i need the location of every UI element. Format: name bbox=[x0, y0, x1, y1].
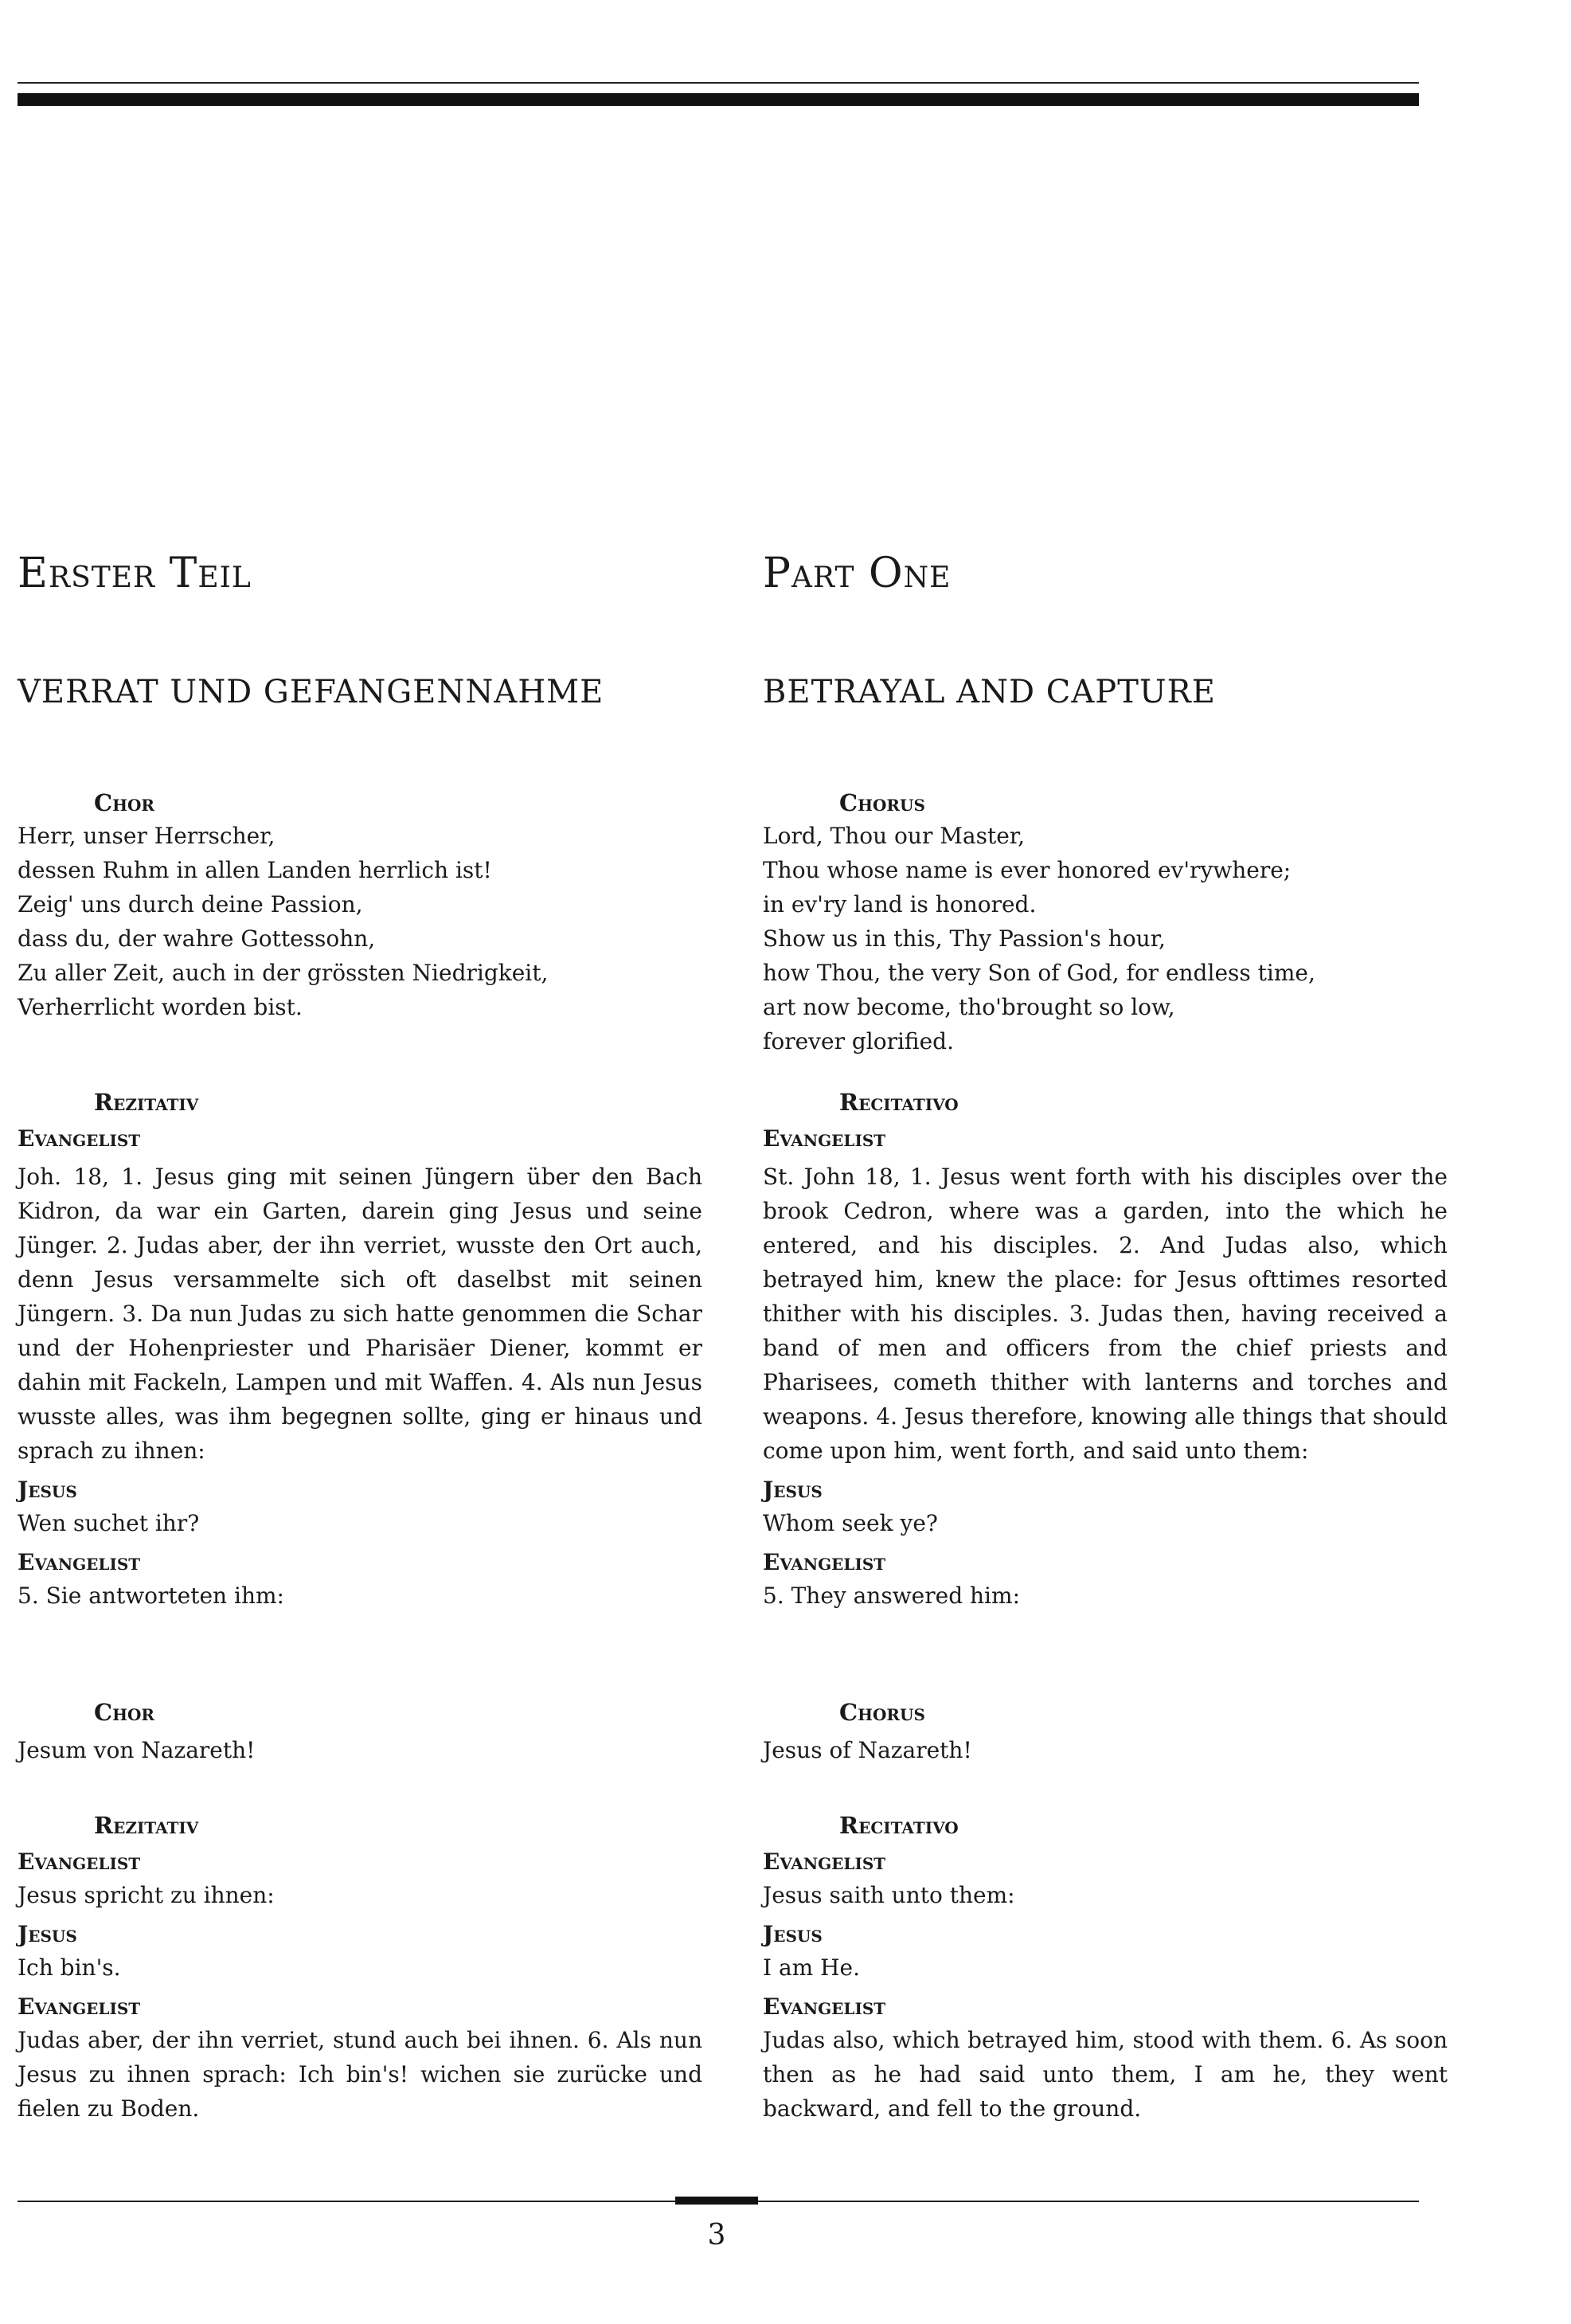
evangelist-text-en-2: 5. They answered him: bbox=[763, 1583, 1020, 1609]
chor-label: Chor bbox=[94, 789, 155, 816]
chorus-label-2: Chorus bbox=[839, 1699, 925, 1726]
evangelist-text-3: Jesus spricht zu ihnen: bbox=[18, 1882, 275, 1908]
page-number: 3 bbox=[707, 2219, 726, 2252]
top-rule-thick bbox=[18, 93, 1419, 106]
evangelist-text-2: 5. Sie antworteten ihm: bbox=[18, 1583, 284, 1609]
jesus-label: Jesus bbox=[18, 1477, 77, 1503]
chor-label-2: Chor bbox=[94, 1699, 155, 1726]
jesus-text-2: Ich bin's. bbox=[18, 1954, 121, 1981]
evangelist-text-en-4: Judas also, which betrayed him, stood with them. 6. As soon then as he had said unto them, I am he, they went backward, and fell to the ground. bbox=[763, 2027, 1448, 2122]
section-title-german: VERRAT UND GEFANGENNAHME bbox=[18, 674, 604, 710]
evangelist-text-en: St. John 18, 1. Jesus went forth with his disciples over the brook Cedron, where was a garden, into the which he entered, and his disciples. 2. And Judas also, which betrayed him, knew the place: for Jesus ofttimes resorted thither with his disciples. 3. Judas then, having received a band of men and officers from the chief priests and Pharisees, cometh thither with lanterns and torches and weapons. 4. Jesus therefore, knowing alle things that should come upon him, went forth, and said unto them: bbox=[763, 1164, 1448, 1464]
rezitativ-block-2 bbox=[18, 1810, 702, 2126]
rezitativ-block-1 bbox=[18, 1086, 702, 1613]
part-title-english: Part One bbox=[763, 550, 952, 597]
evangelist-label-en-2: Evangelist bbox=[763, 1549, 886, 1575]
recitativo-label-2: Recitativo bbox=[839, 1812, 959, 1839]
jesus-text-en-2: I am He. bbox=[763, 1954, 860, 1981]
recitativo-block-2 bbox=[763, 1810, 1448, 2126]
footer-mark bbox=[675, 2197, 758, 2205]
top-rule-thin bbox=[18, 82, 1419, 84]
chor-block-2 bbox=[18, 1696, 702, 1767]
rezitativ-label-2: Rezitativ bbox=[94, 1812, 199, 1839]
evangelist-label-2: Evangelist bbox=[18, 1549, 141, 1575]
chorus-label: Chorus bbox=[839, 789, 925, 816]
recitativo-label: Recitativo bbox=[839, 1089, 959, 1116]
jesus-label-en-2: Jesus bbox=[763, 1921, 823, 1947]
section-title-english: BETRAYAL AND CAPTURE bbox=[763, 674, 1216, 710]
chorus-block-1 bbox=[763, 787, 1448, 1058]
evangelist-label: Evangelist bbox=[18, 1125, 141, 1152]
recitativo-block-1 bbox=[763, 1086, 1448, 1613]
evangelist-label-4: Evangelist bbox=[18, 1993, 141, 2020]
evangelist-label-en-3: Evangelist bbox=[763, 1849, 886, 1875]
jesus-label-2: Jesus bbox=[18, 1921, 77, 1947]
part-title-german: Erster Teil bbox=[18, 550, 252, 597]
jesus-text-en: Whom seek ye? bbox=[763, 1510, 938, 1536]
evangelist-label-en: Evangelist bbox=[763, 1125, 886, 1152]
jesus-text: Wen suchet ihr? bbox=[18, 1510, 200, 1536]
chor-block-1 bbox=[18, 787, 702, 1024]
chor-text: Herr, unser Herrscher, dessen Ruhm in allen Landen herrlich ist! Zeig' uns durch deine Passion, dass du, der wahre Gottessohn, Zu aller Zeit, auch in der grössten Niedrigkeit, Verherrlicht worden bist. bbox=[18, 823, 549, 1020]
chorus-text-2: Jesus of Nazareth! bbox=[763, 1737, 972, 1763]
evangelist-text-4: Judas aber, der ihn verriet, stund auch bei ihnen. 6. Als nun Jesus zu ihnen sprach: Ich bin's! wichen sie zurücke und fielen zu Boden. bbox=[18, 2027, 702, 2122]
jesus-label-en: Jesus bbox=[763, 1477, 823, 1503]
chorus-block-2 bbox=[763, 1696, 1448, 1767]
evangelist-text: Joh. 18, 1. Jesus ging mit seinen Jüngern über den Bach Kidron, da war ein Garten, darein ging Jesus und seine Jünger. 2. Judas aber, der ihn verriet, wusste den Ort auch, denn Jesus versammelte sich oft daselbst mit seinen Jüngern. 3. Da nun Judas zu sich hatte genommen die Schar und der Hohenpriester und Pharisäer Diener, kommt er dahin mit Fackeln, Lampen und mit Waffen. 4. Als nun Jesus wusste alles, was ihm begegnen sollte, ging er hinaus und sprach zu ihnen: bbox=[18, 1164, 702, 1464]
evangelist-text-en-3: Jesus saith unto them: bbox=[763, 1882, 1015, 1908]
chor-text-2: Jesum von Nazareth! bbox=[18, 1737, 256, 1763]
evangelist-label-3: Evangelist bbox=[18, 1849, 141, 1875]
chorus-text: Lord, Thou our Master, Thou whose name is ever honored ev'rywhere; in ev'ry land is honored. Show us in this, Thy Passion's hour, how Thou, the very Son of God, for endless time, art now become, tho'brought so low, forever glorified. bbox=[763, 823, 1315, 1054]
evangelist-label-en-4: Evangelist bbox=[763, 1993, 886, 2020]
rezitativ-label: Rezitativ bbox=[94, 1089, 199, 1116]
